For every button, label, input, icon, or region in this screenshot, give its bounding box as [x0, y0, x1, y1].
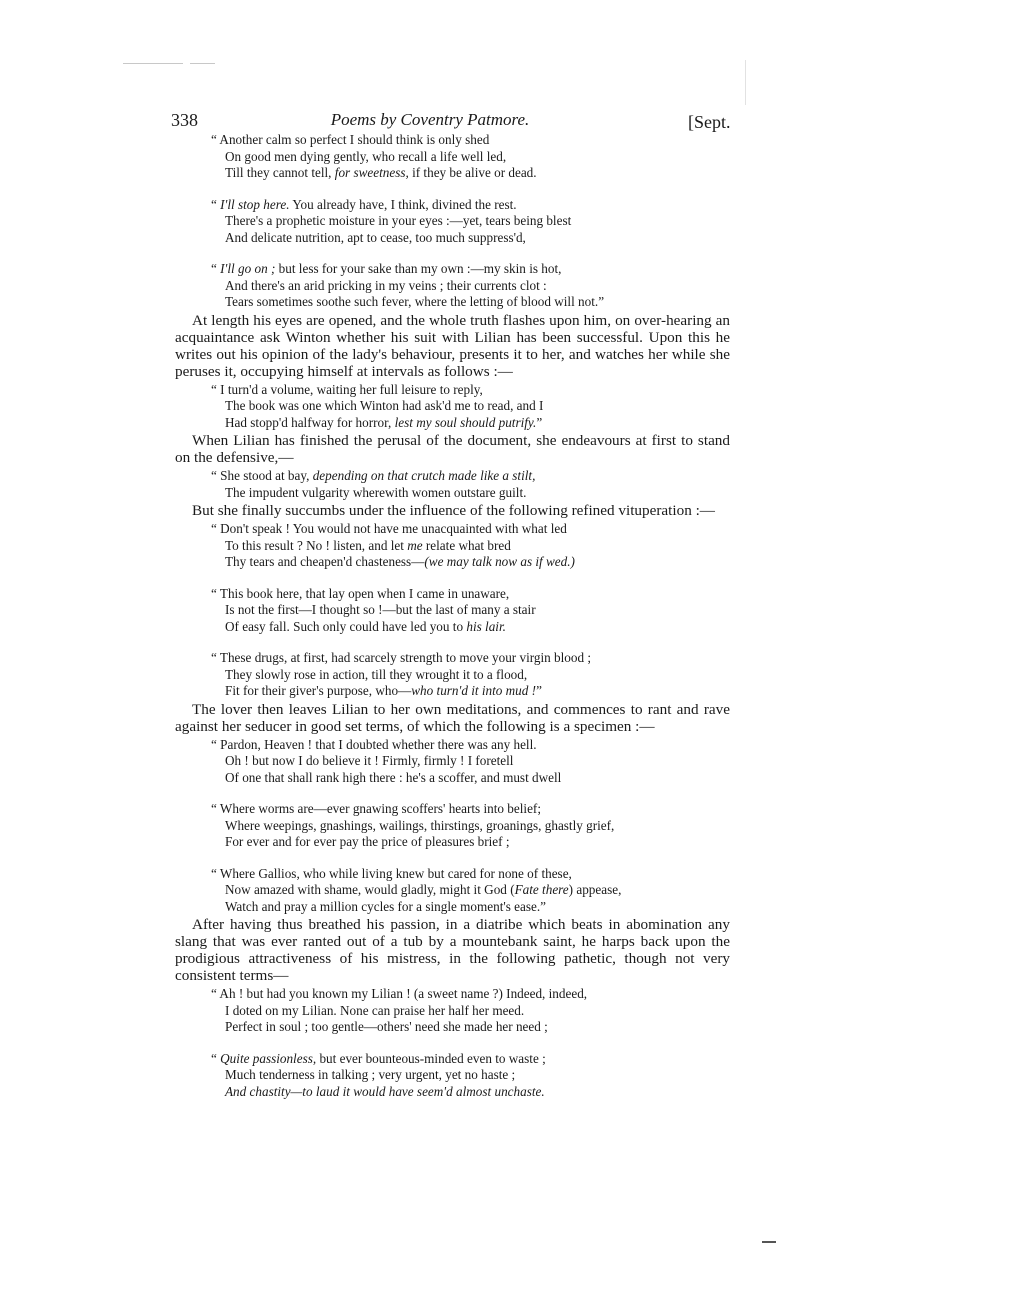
verse-text: “ Don't speak ! You would not have me unacquainted with what led — [211, 521, 567, 536]
verse-line — [211, 165, 730, 182]
stanza-gap — [175, 851, 730, 866]
verse-stanza — [211, 382, 730, 432]
verse-text: Thy tears and cheapen'd chasteness— — [225, 554, 425, 569]
verse-stanza — [211, 650, 730, 700]
verse-italic-text: Fate there — [514, 882, 569, 897]
commentary-paragraph — [175, 916, 730, 984]
verse-line — [211, 213, 730, 230]
verse-italic-text: who turn'd it into mud ! — [411, 683, 537, 698]
verse-stanza — [211, 737, 730, 787]
verse-stanza — [211, 132, 730, 182]
paragraph-text: At length his eyes are opened, and the whole truth flashes upon him, on over-hearing an acquaintance ask Winton whether his suit with Lilian has been successful. Upon this he writes out his opinion of the lady's behaviour, presents it to her, and watches her while she peruses it, occupying himself at intervals as follows :— — [175, 311, 730, 380]
verse-line — [211, 770, 730, 787]
verse-text: ” — [536, 414, 543, 430]
verse-line — [211, 1003, 730, 1020]
verse-text: Is not the first—I thought so !—but the last of many a stair — [225, 602, 536, 617]
stanza-gap — [175, 182, 730, 197]
verse-italic-text: for sweetness, — [334, 165, 409, 180]
verse-text: Of easy fall. Such only could have led you to — [225, 618, 467, 634]
verse-line — [211, 468, 730, 485]
verse-line — [211, 866, 730, 883]
verse-text: Tears sometimes soothe such fever, where the letting of blood will not.” — [225, 294, 605, 309]
verse-text: “ Ah ! but had you known my Lilian ! (a sweet name ?) Indeed, indeed, — [211, 986, 588, 1001]
verse-text: “ I turn'd a volume, waiting her full leisure to reply, — [211, 381, 483, 397]
verse-text: “ This book here, that lay open when I came in unaware, — [211, 585, 510, 601]
verse-line — [211, 415, 730, 432]
verse-stanza — [211, 261, 730, 311]
verse-text: Of one that shall rank high there : he's a scoffer, and must dwell — [225, 769, 562, 785]
verse-line — [211, 683, 730, 700]
verse-italic-text: I'll go on ; — [220, 261, 276, 276]
verse-text: The book was one which Winton had ask'd me to read, and I — [225, 398, 544, 413]
verse-text: Now amazed with shame, would gladly, might it God ( — [225, 882, 515, 897]
verse-text: “ Where Gallios, who while living knew but cared for none of these, — [211, 865, 572, 881]
verse-line — [211, 149, 730, 166]
verse-line — [211, 261, 730, 278]
verse-line — [211, 1019, 730, 1036]
verse-italic-text: I'll stop here. — [220, 196, 290, 212]
verse-text: “ She stood at bay, — [211, 468, 313, 483]
verse-text: Fit for their giver's purpose, who— — [225, 683, 412, 698]
running-title: Poems by Coventry Patmore. — [330, 110, 530, 129]
verse-line — [211, 382, 730, 399]
verse-italic-text: lest my soul should putrify. — [394, 414, 537, 430]
verse-line — [211, 132, 730, 149]
stanza-gap — [175, 571, 730, 586]
scan-edge-mark — [123, 63, 183, 64]
verse-italic-text: (we may talk now as if wed.) — [424, 554, 575, 569]
paragraph-text: When Lilian has finished the perusal of the document, she endeavours at first to stand on the defensive,— — [175, 432, 730, 466]
verse-line — [211, 398, 730, 415]
verse-stanza — [211, 468, 730, 501]
verse-stanza — [211, 586, 730, 636]
running-month: [Sept. — [688, 112, 731, 132]
verse-line — [211, 1067, 730, 1084]
verse-text: if they be alive or dead. — [408, 165, 537, 180]
verse-stanza — [211, 197, 730, 247]
paragraph-text: But she finally succumbs under the influence of the following refined vituperation :— — [192, 502, 715, 519]
verse-text: They slowly rose in action, till they wrought it to a flood, — [225, 666, 528, 682]
verse-text: There's a prophetic moisture in your eyes :—yet, tears being blest — [225, 213, 572, 228]
verse-italic-text: And chastity—to laud it would have seem'd almost unchaste. — [225, 1083, 545, 1099]
verse-line — [211, 230, 730, 247]
verse-italic-text: depending on that crutch made like a stilt, — [312, 468, 536, 483]
page-header — [0, 110, 1009, 132]
verse-text: For ever and for ever pay the price of pleasures brief ; — [225, 834, 510, 849]
verse-text: To this result ? No ! listen, and let — [225, 537, 408, 553]
verse-italic-text: me — [407, 537, 423, 553]
verse-text: but less for your sake than my own :—my skin is hot, — [275, 261, 562, 276]
verse-line — [211, 586, 730, 603]
verse-text: The impudent vulgarity wherewith women outstare guilt. — [225, 484, 527, 500]
verse-stanza — [211, 986, 730, 1036]
verse-text: On good men dying gently, who recall a life well led, — [225, 148, 507, 164]
verse-line — [211, 485, 730, 502]
verse-text: “ — [211, 196, 221, 212]
verse-text: “ Where worms are—ever gnawing scoffers' hearts into belief; — [211, 801, 541, 816]
paragraph-text: After having thus breathed his passion, in a diatribe which beats in abomination any slang that was ever ranted out of a tub by a mountebank saint, he harps back upon the prodigious attractiveness of his mistress, in the following pathetic, though not very consistent terms— — [175, 916, 730, 984]
verse-line — [211, 899, 730, 916]
scan-right-edge — [745, 60, 746, 105]
verse-italic-text: his lair. — [466, 618, 506, 634]
verse-line — [211, 602, 730, 619]
verse-stanza — [211, 1051, 730, 1101]
verse-line — [211, 986, 730, 1003]
verse-text: Oh ! but now I do believe it ! Firmly, firmly ! I foretell — [225, 753, 514, 768]
verse-text: “ These drugs, at first, had scarcely strength to move your virgin blood ; — [211, 650, 592, 665]
verse-text: “ — [211, 1050, 221, 1066]
verse-text: Perfect in soul ; too gentle—others' need she made her need ; — [225, 1019, 548, 1034]
verse-line — [211, 650, 730, 667]
stanza-gap — [175, 786, 730, 801]
verse-text: You already have, I think, divined the rest. — [289, 196, 517, 212]
verse-text: Had stopp'd halfway for horror, — [225, 414, 395, 430]
scan-corner-mark — [762, 1241, 776, 1243]
scan-edge-mark-2 — [190, 63, 215, 64]
verse-line — [211, 521, 730, 538]
verse-text: ” — [536, 683, 542, 698]
verse-line — [211, 834, 730, 851]
verse-text: Much tenderness in talking ; very urgent, yet no haste ; — [225, 1067, 516, 1082]
verse-line — [211, 197, 730, 214]
verse-line — [211, 753, 730, 770]
paragraph-text: The lover then leaves Lilian to her own meditations, and commences to rant and rave against her seducer in good set terms, of which the following is a specimen :— — [175, 700, 730, 735]
verse-line — [211, 619, 730, 636]
verse-text: “ — [211, 261, 221, 276]
verse-line — [211, 294, 730, 311]
verse-line — [211, 554, 730, 571]
verse-line — [211, 538, 730, 555]
page-number: 338 — [171, 110, 198, 130]
verse-line — [211, 737, 730, 754]
verse-text: ) appease, — [568, 882, 622, 897]
verse-text: Where weepings, gnashings, wailings, thirstings, groanings, ghastly grief, — [225, 817, 615, 833]
verse-line — [211, 667, 730, 684]
verse-text: relate what bred — [422, 537, 511, 553]
verse-text: Till they cannot tell, — [225, 165, 335, 180]
verse-text: Watch and pray a million cycles for a single moment's ease.” — [225, 898, 546, 914]
stanza-gap — [175, 635, 730, 650]
commentary-paragraph — [175, 312, 730, 380]
page-body — [175, 132, 730, 1100]
verse-text: I doted on my Lilian. None can praise her half her meed. — [225, 1002, 525, 1018]
verse-line — [211, 1051, 730, 1068]
verse-stanza — [211, 521, 730, 571]
verse-text: And delicate nutrition, apt to cease, too much suppress'd, — [225, 229, 526, 245]
verse-line — [211, 1084, 730, 1101]
verse-line — [211, 818, 730, 835]
commentary-paragraph — [175, 502, 730, 519]
verse-italic-text: Quite passionless, — [220, 1050, 317, 1066]
verse-text: but ever bounteous-minded even to waste ; — [316, 1050, 546, 1066]
verse-stanza — [211, 866, 730, 916]
stanza-gap — [175, 246, 730, 261]
verse-text: And there's an arid pricking in my veins ; their currents clot : — [225, 277, 547, 293]
verse-line — [211, 882, 730, 899]
verse-text: “ Another calm so perfect I should think is only shed — [211, 132, 490, 147]
commentary-paragraph — [175, 701, 730, 735]
commentary-paragraph — [175, 432, 730, 466]
verse-line — [211, 801, 730, 818]
verse-line — [211, 278, 730, 295]
verse-stanza — [211, 801, 730, 851]
verse-text: “ Pardon, Heaven ! that I doubted whether there was any hell. — [211, 736, 537, 752]
stanza-gap — [175, 1036, 730, 1051]
